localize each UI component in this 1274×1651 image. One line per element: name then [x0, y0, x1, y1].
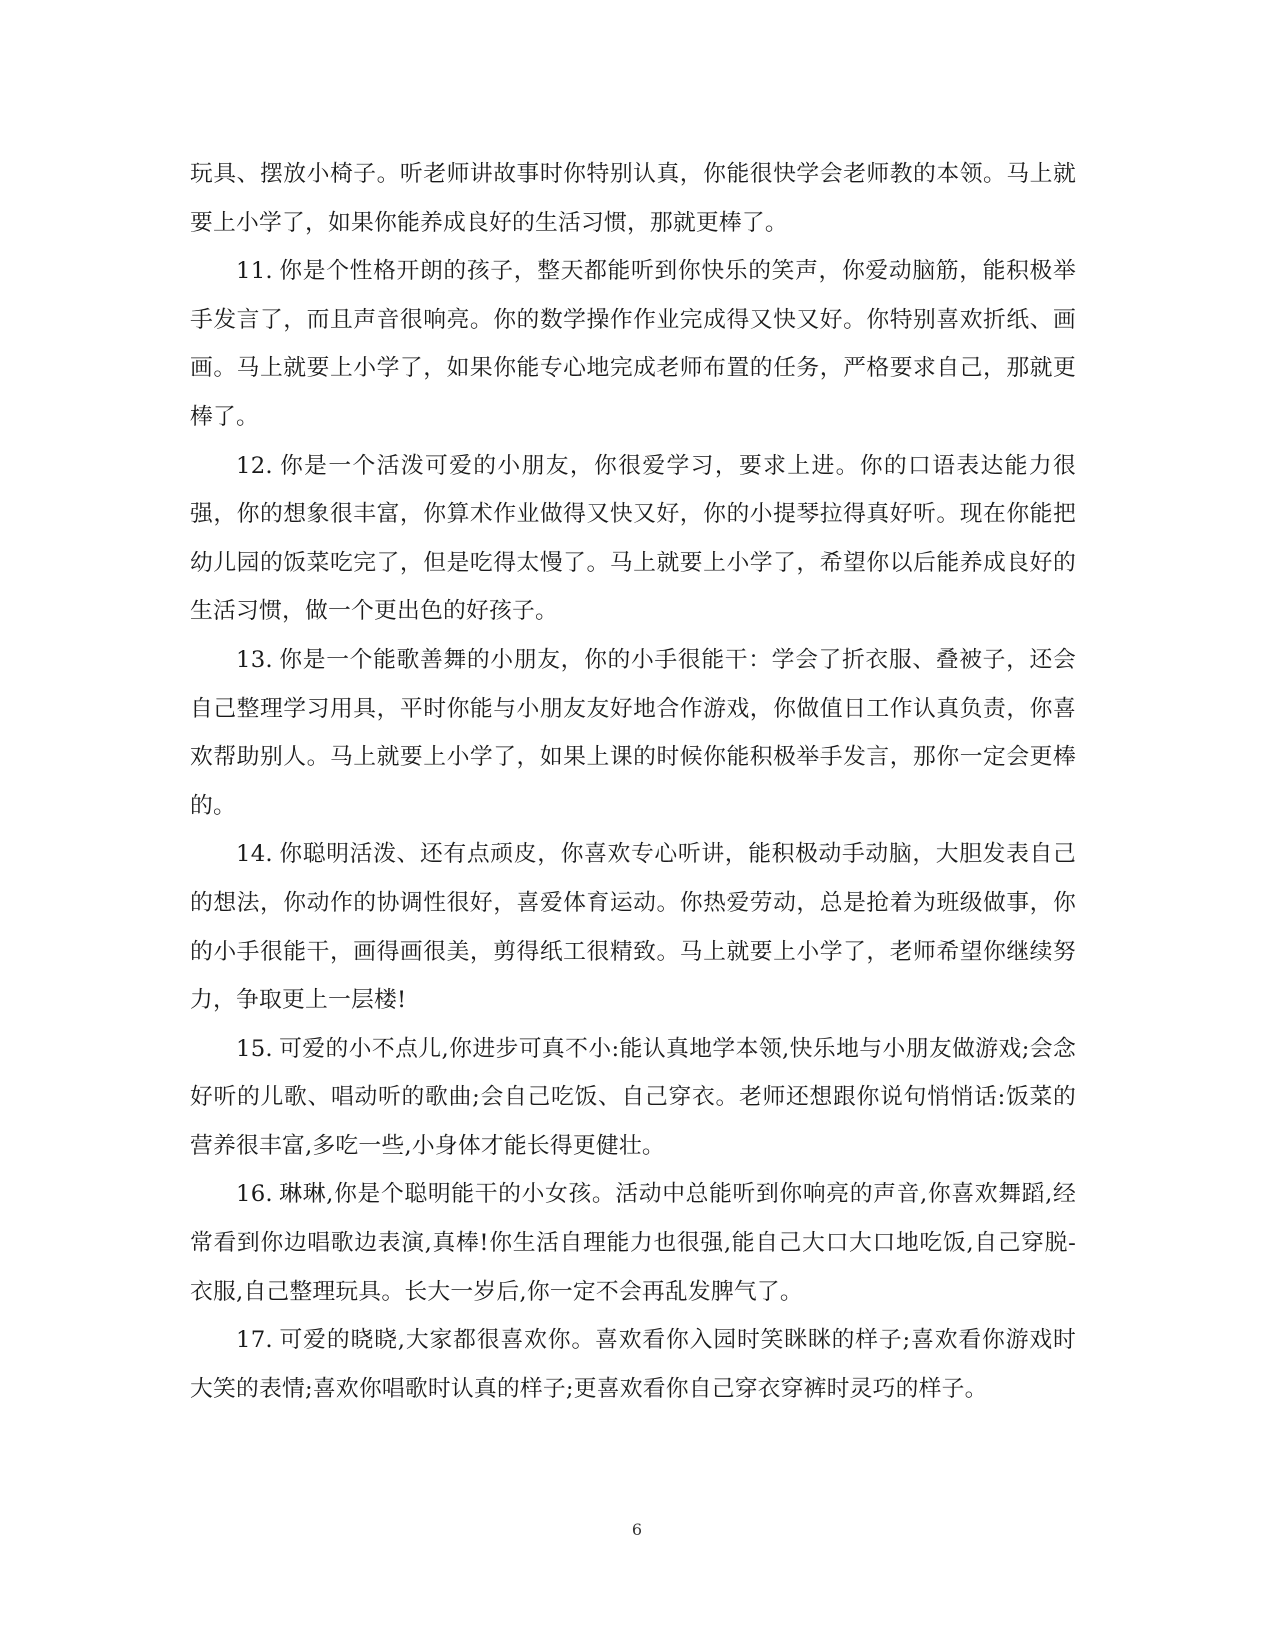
paragraph-16: [190, 1170, 1076, 1316]
paragraph-number: 12.: [236, 452, 273, 479]
paragraph-14: [190, 830, 1076, 1024]
paragraph-number: 11.: [236, 258, 273, 285]
paragraph-text: 你是一个能歌善舞的小朋友，你的小手很能干：学会了折衣服、叠被子，还会自己整理学习用具，平时你能与小朋友友好地合作游戏，你做值日工作认真负责，你喜欢帮助别人。马上就要上小学了，如果上课的时候你能积极举手发言，那你一定会更棒的。: [190, 646, 1076, 819]
paragraph-text: 可爱的晓晓,大家都很喜欢你。喜欢看你入园时笑眯眯的样子;喜欢看你游戏时大笑的表情;喜欢你唱歌时认真的样子;更喜欢看你自己穿衣穿裤时灵巧的样子。: [190, 1327, 1076, 1402]
page-number: 6: [631, 1520, 643, 1539]
paragraph-17: [190, 1316, 1076, 1413]
paragraph-continued: [190, 150, 1076, 247]
paragraph-number: 17.: [236, 1327, 273, 1354]
paragraph-12: [190, 442, 1076, 636]
document-body: [190, 150, 1076, 1413]
paragraph-text: 琳琳,你是个聪明能干的小女孩。活动中总能听到你响亮的声音,你喜欢舞蹈,经常看到你边唱歌边表演,真棒!你生活自理能力也很强,能自己大口大口地吃饭,自己穿脱-衣服,自己整理玩具。长大一岁后,你一定不会再乱发脾气了。: [190, 1181, 1076, 1305]
paragraph-15: [190, 1025, 1076, 1171]
paragraph-number: 13.: [236, 646, 273, 673]
paragraph-number: 14.: [236, 841, 273, 868]
paragraph-text: 你是一个活泼可爱的小朋友，你很爱学习，要求上进。你的口语表达能力很强，你的想象很丰富，你算术作业做得又快又好，你的小提琴拉得真好听。现在你能把幼儿园的饭菜吃完了，但是吃得太慢了。马上就要上小学了，希望你以后能养成良好的生活习惯，做一个更出色的好孩子。: [190, 452, 1076, 625]
paragraph-text: 你聪明活泼、还有点顽皮，你喜欢专心听讲，能积极动手动脑，大胆发表自己的想法，你动作的协调性很好，喜爱体育运动。你热爱劳动，总是抢着为班级做事，你的小手很能干，画得画很美，剪得纸工很精致。马上就要上小学了，老师希望你继续努力，争取更上一层楼!: [190, 841, 1076, 1014]
paragraph-number: 15.: [236, 1035, 273, 1062]
paragraph-text: 可爱的小不点儿,你进步可真不小:能认真地学本领,快乐地与小朋友做游戏;会念好听的儿歌、唱动听的歌曲;会自己吃饭、自己穿衣。老师还想跟你说句悄悄话:饭菜的营养很丰富,多吃一些,小身体才能长得更健壮。: [190, 1035, 1076, 1159]
paragraph-number: 16.: [236, 1181, 273, 1208]
paragraph-13: [190, 636, 1076, 830]
paragraph-text: 玩具、摆放小椅子。听老师讲故事时你特别认真，你能很快学会老师教的本领。马上就要上小学了，如果你能养成良好的生活习惯，那就更棒了。: [190, 161, 1076, 236]
paragraph-text: 你是个性格开朗的孩子，整天都能听到你快乐的笑声，你爱动脑筋，能积极举手发言了，而且声音很响亮。你的数学操作作业完成得又快又好。你特别喜欢折纸、画画。马上就要上小学了，如果你能专心地完成老师布置的任务，严格要求自己，那就更棒了。: [190, 258, 1076, 430]
paragraph-11: [190, 247, 1076, 441]
